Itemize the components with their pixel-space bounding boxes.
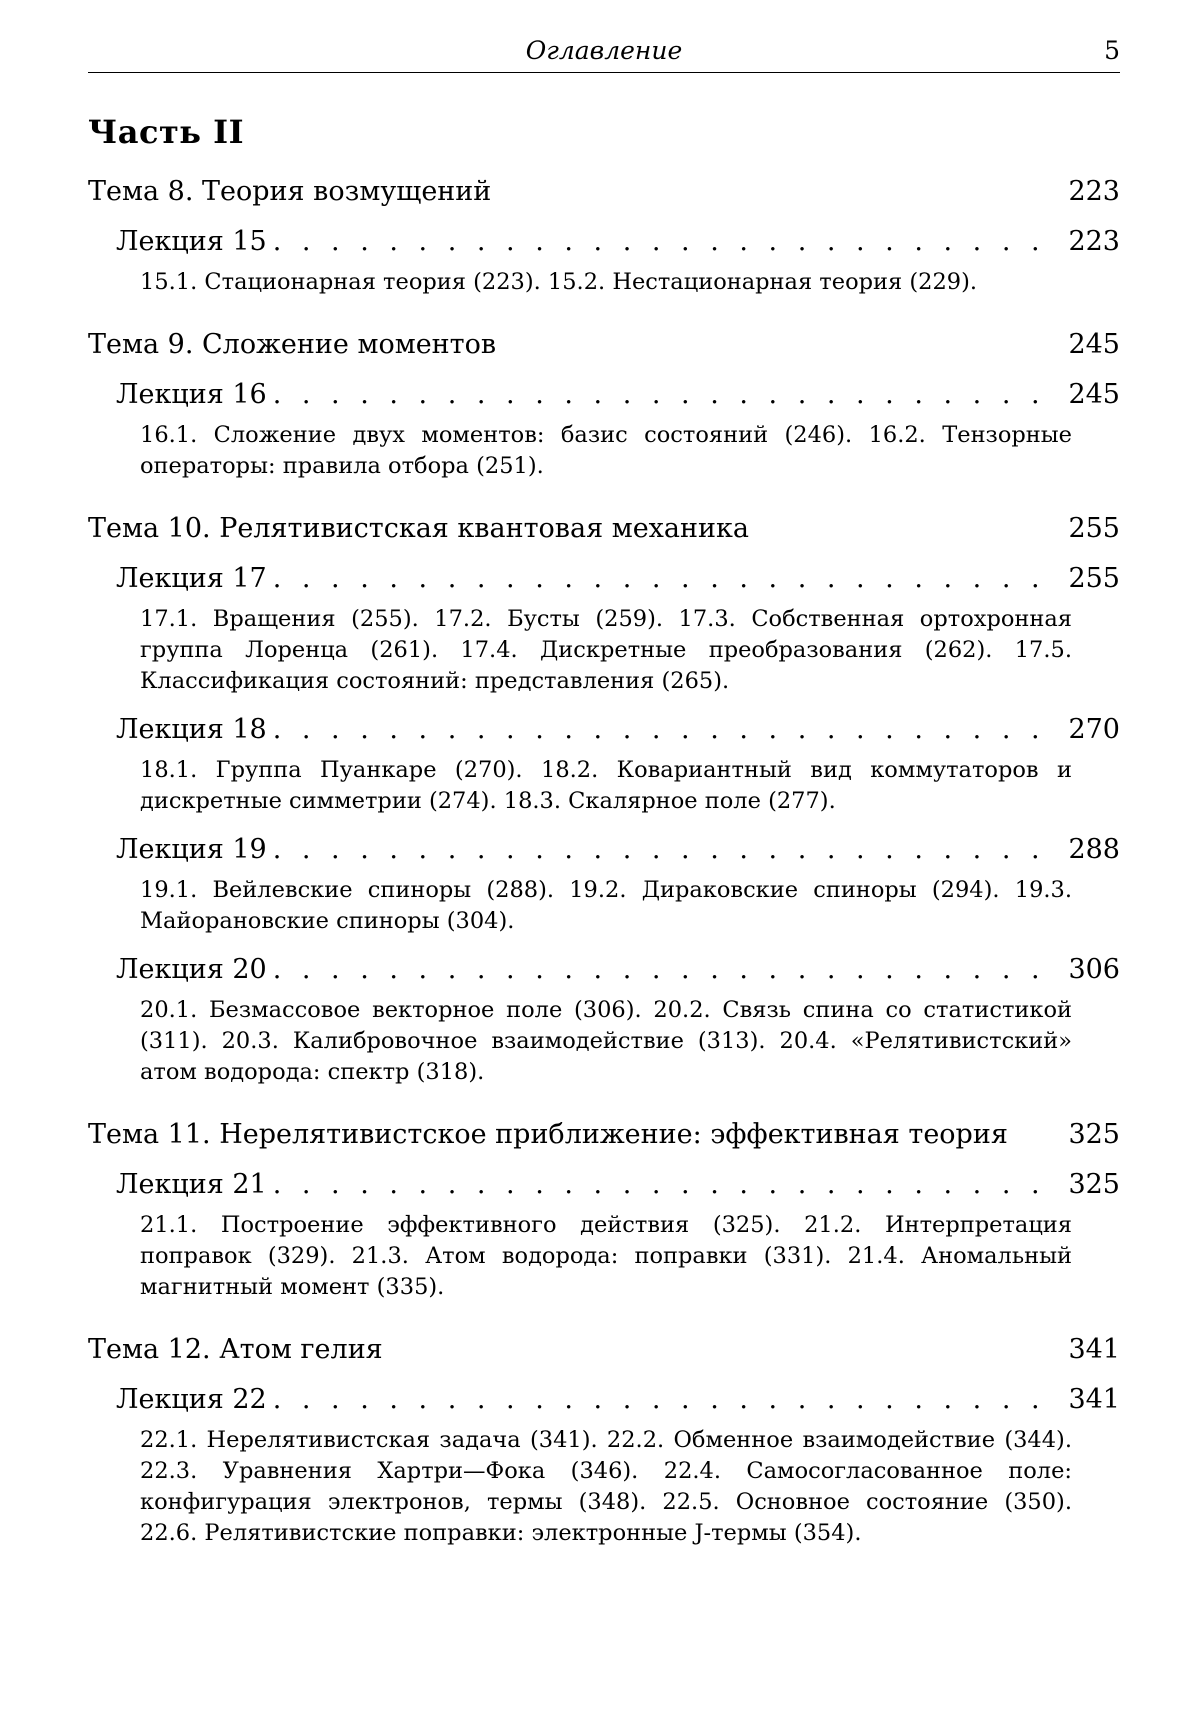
lecture-page: 288 [1068, 834, 1120, 865]
lecture-label: Лекция 17 [116, 563, 267, 594]
dot-leader [273, 225, 1063, 259]
lecture-sections: 17.1. Вращения (255). 17.2. Бусты (259). 17.3. Собственная ортохронная группа Лоренца (261). 17.4. Дискретные преобразования (262). 17.5. Классификация состояний: представления (265). [140, 606, 1072, 694]
page-number: 5 [1104, 36, 1120, 65]
topic-heading [88, 512, 1120, 546]
lecture-entry [116, 1168, 1120, 1202]
lecture-label: Лекция 22 [116, 1384, 267, 1415]
lecture-sections: 16.1. Сложение двух моментов: базис состояний (246). 16.2. Тензорные операторы: правила отбора (251). [140, 422, 1072, 479]
lecture-entry [116, 833, 1120, 867]
lecture-label: Лекция 21 [116, 1169, 267, 1200]
lecture-sections: 19.1. Вейлевские спиноры (288). 19.2. Дираковские спиноры (294). 19.3. Майорановские спиноры (304). [140, 877, 1072, 934]
lecture-page: 223 [1068, 226, 1120, 257]
toc-page [88, 30, 1120, 1549]
running-header [88, 30, 1120, 73]
topic-heading [88, 1118, 1120, 1152]
lecture-label: Лекция 19 [116, 834, 267, 865]
topic-title: Тема 11. Нерелятивистское приближение: эффективная теория [88, 1119, 1008, 1150]
lecture-label: Лекция 18 [116, 714, 267, 745]
dot-leader [273, 378, 1063, 412]
part-title: Часть II [88, 113, 245, 151]
lecture-entry [116, 713, 1120, 747]
topic-page: 255 [1068, 513, 1120, 544]
running-title: Оглавление [525, 36, 683, 65]
lecture-sections: 15.1. Стационарная теория (223). 15.2. Нестационарная теория (229). [140, 269, 978, 295]
dot-leader [273, 562, 1063, 596]
dot-leader [273, 1383, 1063, 1417]
lecture-label: Лекция 15 [116, 226, 267, 257]
table-of-contents [88, 175, 1120, 1549]
dot-leader [273, 953, 1063, 987]
lecture-sections: 22.1. Нерелятивистская задача (341). 22.2. Обменное взаимодействие (344). 22.3. Уравнения Хартри—Фока (346). 22.4. Самосогласованное поле: конфигурация электронов, термы (348). 22.5. Основное состояние (350). 22.6. Релятивистские поправки: электронные J-термы (354). [140, 1427, 1072, 1546]
lecture-page: 341 [1068, 1384, 1120, 1415]
topic-page: 223 [1068, 176, 1120, 207]
lecture-page: 255 [1068, 563, 1120, 594]
dot-leader [273, 713, 1063, 747]
topic-title: Тема 9. Сложение моментов [88, 329, 497, 360]
topic-page: 325 [1068, 1119, 1120, 1150]
lecture-entry [116, 1383, 1120, 1417]
lecture-page: 306 [1068, 954, 1120, 985]
lecture-sections: 18.1. Группа Пуанкаре (270). 18.2. Ковариантный вид коммутаторов и дискретные симметрии (274). 18.3. Скалярное поле (277). [140, 757, 1072, 814]
topic-title: Тема 8. Теория возмущений [88, 176, 492, 207]
lecture-label: Лекция 20 [116, 954, 267, 985]
lecture-entry [116, 225, 1120, 259]
topic-page: 245 [1068, 329, 1120, 360]
lecture-entry [116, 953, 1120, 987]
lecture-entry [116, 378, 1120, 412]
lecture-label: Лекция 16 [116, 379, 267, 410]
topic-heading [88, 328, 1120, 362]
lecture-sections: 20.1. Безмассовое векторное поле (306). 20.2. Связь спина со статистикой (311). 20.3. Калибровочное взаимодействие (313). 20.4. «Релятивистский» атом водорода: спектр (318). [140, 997, 1072, 1085]
lecture-entry [116, 562, 1120, 596]
lecture-page: 245 [1068, 379, 1120, 410]
lecture-page: 325 [1068, 1169, 1120, 1200]
topic-title: Тема 10. Релятивистская квантовая механика [88, 513, 749, 544]
topic-heading [88, 175, 1120, 209]
topic-title: Тема 12. Атом гелия [88, 1334, 383, 1365]
topic-page: 341 [1068, 1334, 1120, 1365]
topic-heading [88, 1333, 1120, 1367]
dot-leader [273, 1168, 1063, 1202]
lecture-page: 270 [1068, 714, 1120, 745]
dot-leader [273, 833, 1063, 867]
lecture-sections: 21.1. Построение эффективного действия (325). 21.2. Интерпретация поправок (329). 21.3. Атом водорода: поправки (331). 21.4. Аномальный магнитный момент (335). [140, 1212, 1072, 1300]
